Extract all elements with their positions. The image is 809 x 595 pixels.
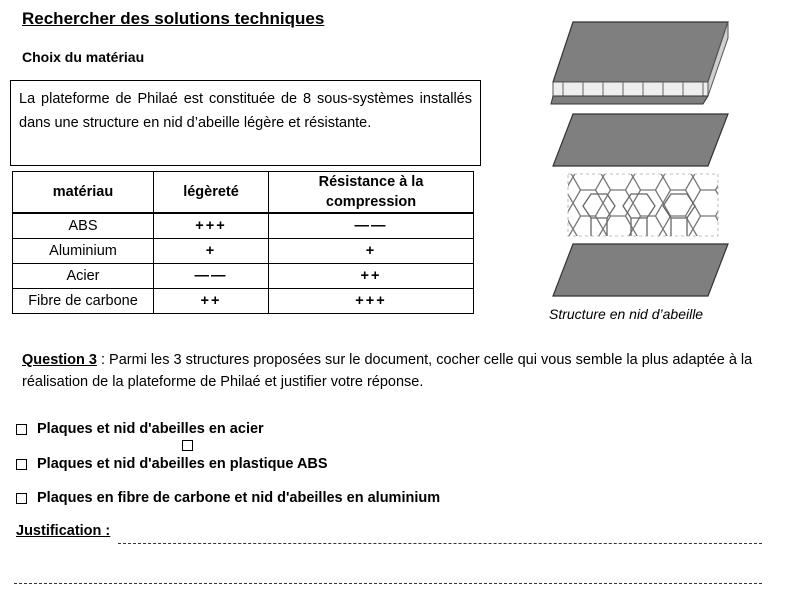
checkbox-option-abs[interactable]	[16, 459, 27, 470]
cell-material: Acier	[13, 264, 154, 289]
table-row	[13, 264, 474, 289]
cell-lightness: ——	[154, 264, 269, 289]
table-row	[13, 289, 474, 314]
cell-resistance: +	[269, 239, 474, 264]
answer-line[interactable]	[118, 543, 762, 544]
cell-resistance: ++	[269, 264, 474, 289]
intro-box: La plateforme de Philaé est constituée de 8 sous-systèmes installés dans une structure en nid d’abeille légère et résistante.	[10, 80, 481, 166]
stray-checkbox[interactable]	[182, 440, 193, 451]
top-plate	[553, 22, 728, 82]
cell-lightness: +++	[154, 213, 269, 239]
table-row	[13, 239, 474, 264]
cell-material: Aluminium	[13, 239, 154, 264]
option-label: Plaques en fibre de carbone et nid d'abeilles en aluminium	[37, 490, 441, 506]
option-label: Plaques et nid d'abeilles en acier	[37, 421, 264, 437]
option-carbone-aluminium[interactable]	[16, 490, 440, 506]
cell-resistance: +++	[269, 289, 474, 314]
honeycomb-illustration	[543, 8, 733, 300]
checkbox-option-carbone[interactable]	[16, 493, 27, 504]
cell-material: ABS	[13, 213, 154, 239]
cell-lightness: ++	[154, 289, 269, 314]
page-title: Rechercher des solutions techniques	[22, 9, 325, 28]
middle-plate	[553, 114, 728, 166]
header-resistance: Résistance à la compression	[269, 172, 474, 214]
option-acier[interactable]	[16, 421, 264, 437]
justification-label: Justification :	[16, 523, 111, 539]
question-label: Question 3	[22, 352, 97, 368]
option-abs[interactable]	[16, 456, 328, 472]
checkbox-option-acier[interactable]	[16, 424, 27, 435]
question-block	[22, 349, 762, 393]
question-text: : Parmi les 3 structures proposées sur le document, cocher celle qui vous semble la plus adaptée à la réalisation de la plateforme de Philaé et justifier votre réponse.	[22, 352, 753, 390]
bottom-plate	[553, 244, 728, 296]
header-lightness: légèreté	[154, 172, 269, 214]
honeycomb-core	[568, 174, 718, 236]
section-subtitle: Choix du matériau	[22, 49, 145, 65]
table-row	[13, 213, 474, 239]
figure-caption: Structure en nid d’abeille	[549, 306, 704, 322]
option-label: Plaques et nid d'abeilles en plastique ABS	[37, 456, 328, 472]
material-table	[12, 171, 474, 314]
header-material: matériau	[13, 172, 154, 214]
cell-resistance: ——	[269, 213, 474, 239]
cell-material: Fibre de carbone	[13, 289, 154, 314]
answer-line[interactable]	[14, 583, 762, 584]
cell-lightness: +	[154, 239, 269, 264]
